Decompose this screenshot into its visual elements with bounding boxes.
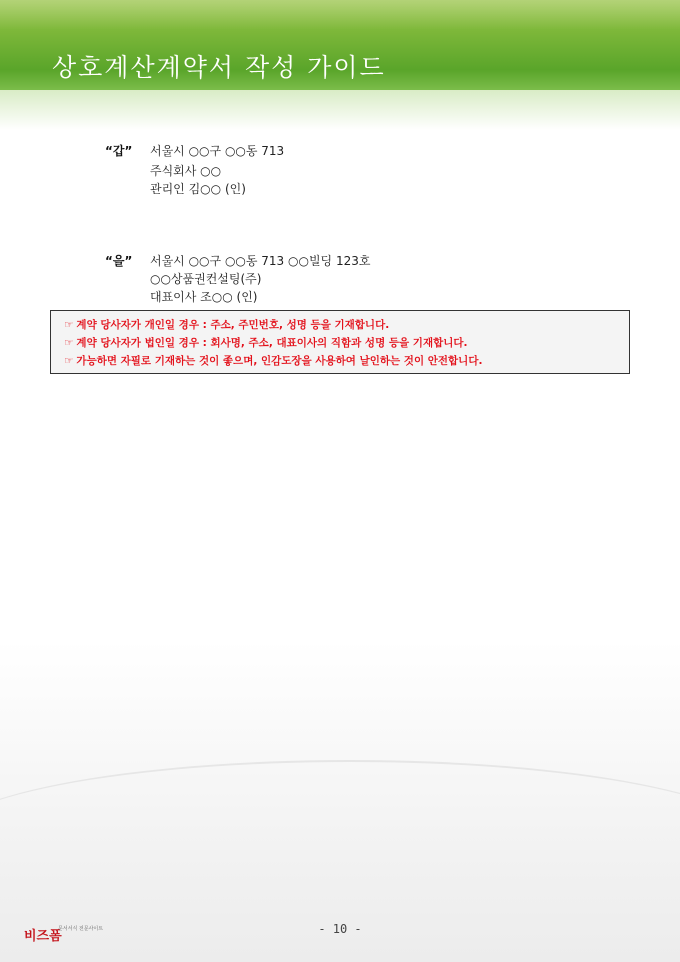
party-b-representative: 대표이사 조○○ (인)	[150, 290, 258, 304]
header-highlight	[0, 0, 680, 30]
party-b-label: “을”	[105, 254, 133, 268]
brand-logo-subtitle: 문서서식 전문사이트	[58, 926, 104, 932]
party-a-representative: 관리인 김○○ (인)	[150, 182, 246, 196]
pointing-hand-icon: ☞	[64, 337, 74, 349]
notice-box	[50, 310, 630, 374]
notice-item-text: 계약 당사자가 법인일 경우 : 회사명, 주소, 대표이사의 직함과 성명 등을 기재합니다.	[76, 337, 468, 349]
pointing-hand-icon: ☞	[64, 355, 74, 367]
header-fade	[0, 90, 680, 130]
page-title: 상호계산계약서 작성 가이드	[52, 53, 386, 82]
pointing-hand-icon: ☞	[64, 319, 74, 331]
brand-logo: 비즈폼	[24, 929, 62, 944]
party-a-company: 주식회사 ○○	[150, 164, 222, 178]
notice-item-text: 가능하면 자필로 기재하는 것이 좋으며, 인감도장을 사용하여 날인하는 것이 안전합니다.	[76, 355, 483, 367]
notice-item	[64, 353, 482, 368]
notice-item	[64, 317, 389, 332]
notice-item	[64, 335, 468, 350]
party-b-company: ○○상품권컨설팅(주)	[150, 272, 262, 286]
party-a-address: 서울시 ○○구 ○○동 713	[150, 144, 285, 158]
footer-swoosh	[0, 760, 680, 922]
notice-item-text: 계약 당사자가 개인일 경우 : 주소, 주민번호, 성명 등을 기재합니다.	[76, 319, 390, 331]
page-number: - 10 -	[318, 922, 362, 936]
party-b-address: 서울시 ○○구 ○○동 713 ○○빌딩 123호	[150, 254, 371, 268]
party-a-label: “갑”	[105, 144, 133, 158]
